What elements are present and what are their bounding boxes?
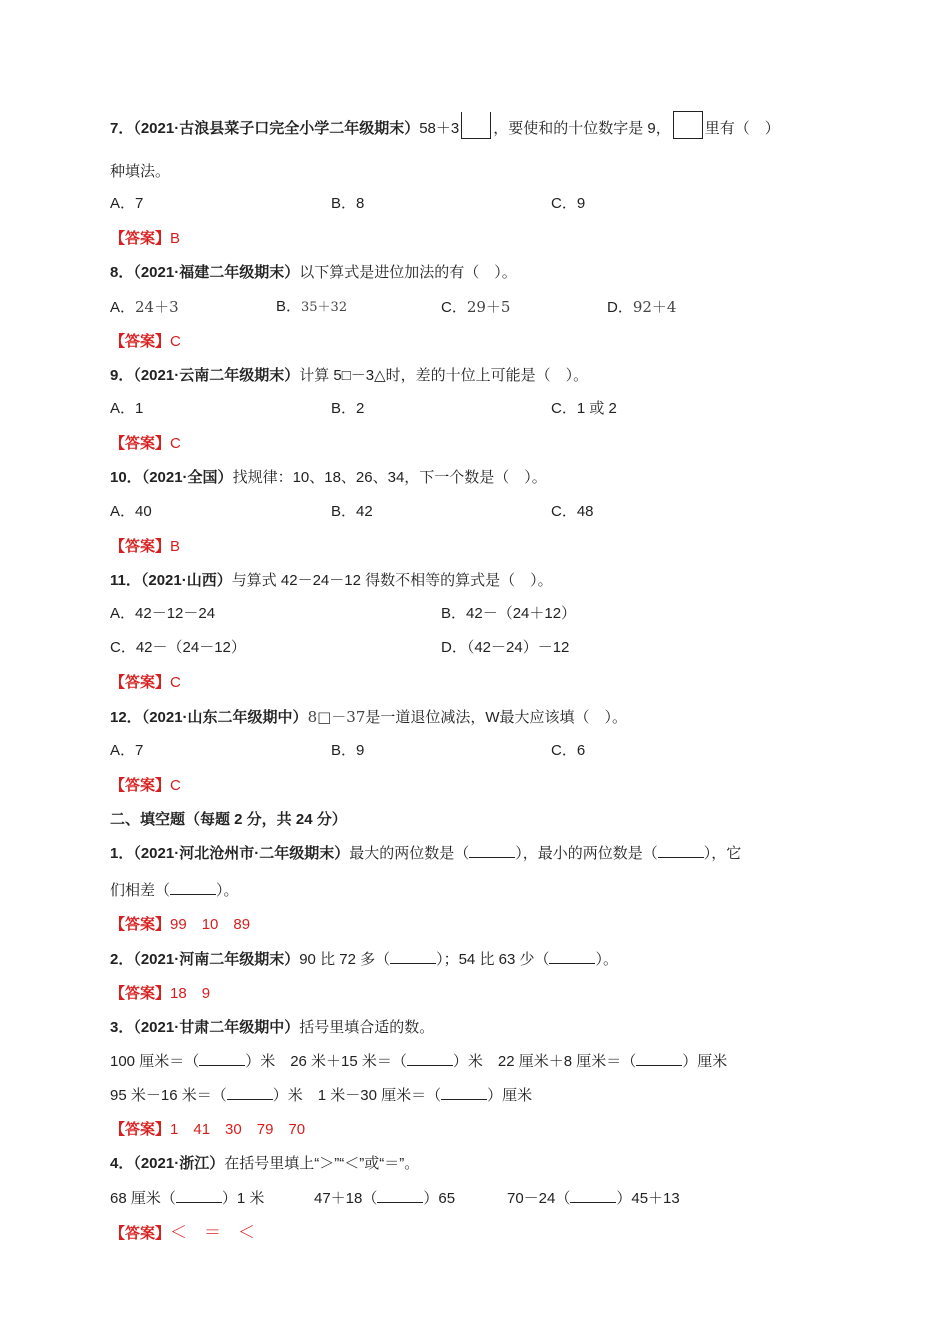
fill-question-2: [110, 949, 618, 971]
answer-value: C: [170, 674, 181, 691]
answer-value: 1 41 30 79 70: [170, 1121, 306, 1138]
question-text: ，要使和的十位数字是 9，: [493, 120, 671, 137]
question-source: （2021·云南二年级期末）: [133, 367, 300, 384]
option-c: C．29＋5: [441, 298, 511, 316]
question-number: 2．: [110, 951, 134, 968]
question-9-options: [110, 398, 810, 420]
option-a: A．42－12－24: [110, 605, 216, 622]
question-7-continued: [110, 161, 170, 183]
fill-answer-2: [110, 983, 210, 1005]
option-b: B．9: [331, 742, 365, 759]
option-a: A．7: [110, 742, 144, 759]
option-c: C．1 或 2: [551, 400, 617, 417]
question-text: ）米 22 厘米＋8 厘米＝（: [452, 1053, 637, 1070]
question-12: [110, 706, 627, 728]
option-b: B．42: [331, 503, 373, 520]
question-number: 8．: [110, 264, 134, 281]
question-source: （2021·山东二年级期中）: [141, 709, 308, 726]
question-text: 以下算式是进位加法的有（ ）。: [299, 264, 517, 281]
blank: [377, 1188, 423, 1203]
answer-value: C: [170, 333, 181, 350]
option-c: C．48: [551, 503, 594, 520]
question-text: ）米 26 米＋15 米＝（: [245, 1053, 407, 1070]
question-source: （2021·山西）: [140, 572, 232, 589]
blank: [469, 843, 515, 858]
fill-question-3-row2: [110, 1085, 532, 1107]
question-source: （2021·河北沧州市·二年级期末）: [133, 845, 350, 862]
answer-value: 18 9: [170, 985, 211, 1002]
answer-label: 【答案】: [110, 777, 171, 794]
question-number: 12．: [110, 709, 142, 726]
blank: [199, 1051, 245, 1066]
question-number: 11．: [110, 572, 141, 589]
blank: [176, 1188, 222, 1203]
answer-value: ＜ ＝ ＜: [170, 1223, 256, 1242]
question-9: [110, 365, 588, 387]
question-8: [110, 262, 517, 284]
option-c: C．42－（24－12）: [110, 639, 246, 656]
option-b: B．2: [331, 400, 365, 417]
question-text: ），它: [703, 845, 742, 862]
question-source: （2021·浙江）: [133, 1155, 225, 1172]
comparison-3: 70－24（ ）45＋13: [507, 1190, 680, 1207]
blank: [549, 949, 595, 964]
fill-answer-3: [110, 1119, 305, 1141]
answer-value: B: [170, 230, 181, 247]
answer-7: [110, 228, 180, 250]
question-number: 4．: [110, 1155, 134, 1172]
comparison-1: 68 厘米（ ）1 米: [110, 1190, 265, 1207]
question-text: 100 厘米＝（: [110, 1053, 200, 1070]
answer-label: 【答案】: [110, 1225, 171, 1242]
question-text: 与算式 42－24－12 得数不相等的算式是（ ）。: [231, 572, 553, 589]
section-heading: 二、填空题（每题 2 分，共 24 分）: [110, 811, 347, 828]
question-7: [110, 111, 780, 137]
question-expression: 58＋3: [419, 120, 460, 137]
option-b: B．35＋32: [276, 298, 348, 315]
blank: [227, 1085, 273, 1100]
answer-label: 【答案】: [110, 916, 171, 933]
answer-label: 【答案】: [110, 1121, 171, 1138]
question-text: 最大的两位数是（: [349, 845, 470, 862]
blank: [407, 1051, 453, 1066]
fill-question-4: [110, 1153, 419, 1175]
option-a: A．7: [110, 195, 144, 212]
option-a: A．1: [110, 400, 144, 417]
question-text: 计算 5□－3△时，差的十位上可能是（ ）。: [299, 367, 589, 384]
question-number: 1．: [110, 845, 134, 862]
answer-label: 【答案】: [110, 538, 171, 555]
question-number: 3．: [110, 1019, 134, 1036]
option-c: C．6: [551, 742, 586, 759]
option-a: A．40: [110, 503, 152, 520]
question-8-options: [110, 296, 810, 318]
answer-label: 【答案】: [110, 674, 171, 691]
blank: [170, 880, 216, 895]
answer-label: 【答案】: [110, 435, 171, 452]
blank: [658, 843, 704, 858]
option-a: A．24＋3: [110, 298, 179, 316]
fill-question-1: [110, 843, 741, 865]
question-text: ）米 1 米－30 厘米＝（: [272, 1087, 442, 1104]
question-source: （2021·福建二年级期末）: [133, 264, 300, 281]
question-text: ）。: [216, 882, 239, 899]
answer-10: [110, 536, 180, 558]
question-text: 90 比 72 多（: [299, 951, 391, 968]
answer-box: [461, 112, 491, 139]
answer-label: 【答案】: [110, 333, 171, 350]
question-10-options: [110, 501, 810, 523]
answer-value: C: [170, 435, 181, 452]
question-text: ）厘米: [487, 1087, 533, 1104]
option-b: B．42－（24＋12）: [441, 605, 577, 622]
question-number: 9．: [110, 367, 134, 384]
question-text: ）。: [595, 951, 618, 968]
question-number: 10．: [110, 469, 142, 486]
answer-label: 【答案】: [110, 985, 171, 1002]
answer-11: [110, 672, 181, 694]
question-11: [110, 570, 553, 592]
answer-9: [110, 433, 181, 455]
option-d: D．（42－24）－12: [441, 639, 570, 656]
answer-label: 【答案】: [110, 230, 171, 247]
fill-question-4-row: [110, 1188, 810, 1210]
answer-12: [110, 775, 181, 797]
question-text: ）；54 比 63 少（: [436, 951, 550, 968]
fill-question-1-continued: [110, 880, 239, 902]
question-text: 在括号里填上“＞”“＜”或“＝”。: [224, 1155, 420, 1172]
question-text: 95 米－16 米＝（: [110, 1087, 227, 1104]
question-text: 找规律：10、18、26、34，下一个数是（ ）。: [232, 469, 547, 486]
blank: [570, 1188, 616, 1203]
fill-answer-4: [110, 1222, 255, 1244]
blank: [636, 1051, 682, 1066]
fill-question-3-row1: [110, 1051, 727, 1073]
question-text-tail: 里有（ ）: [704, 120, 780, 137]
question-text-cont: 种填法。: [110, 163, 171, 180]
question-source: （2021·古浪县菜子口完全小学二年级期末）: [133, 120, 420, 137]
question-source: （2021·河南二年级期末）: [133, 951, 300, 968]
question-10: [110, 467, 547, 489]
question-11-options-row2: [110, 637, 810, 659]
answer-value: 99 10 89: [170, 916, 251, 933]
question-12-options: [110, 740, 810, 762]
question-expression: 8□－37: [307, 708, 366, 726]
option-d: D．92＋4: [607, 298, 677, 316]
question-7-options: [110, 193, 810, 215]
option-b: B．8: [331, 195, 365, 212]
answer-box: [673, 111, 703, 139]
fill-question-3: [110, 1017, 434, 1039]
blank: [390, 949, 436, 964]
answer-value: C: [170, 777, 181, 794]
blank: [441, 1085, 487, 1100]
comparison-2: 47＋18（ ）65: [314, 1190, 456, 1207]
answer-value: B: [170, 538, 181, 555]
question-text: 们相差（: [110, 882, 171, 899]
question-text: 括号里填合适的数。: [299, 1019, 435, 1036]
question-number: 7．: [110, 120, 134, 137]
fill-answer-1: [110, 914, 250, 936]
question-11-options-row1: [110, 603, 810, 625]
option-c: C．9: [551, 195, 586, 212]
question-text: ），最小的两位数是（: [515, 845, 658, 862]
question-source: （2021·甘肃二年级期中）: [133, 1019, 300, 1036]
answer-8: [110, 331, 181, 353]
question-text: ）厘米: [682, 1053, 728, 1070]
question-source: （2021·全国）: [141, 469, 233, 486]
question-text: 是一道退位减法，W最大应该填（ ）。: [365, 709, 628, 726]
